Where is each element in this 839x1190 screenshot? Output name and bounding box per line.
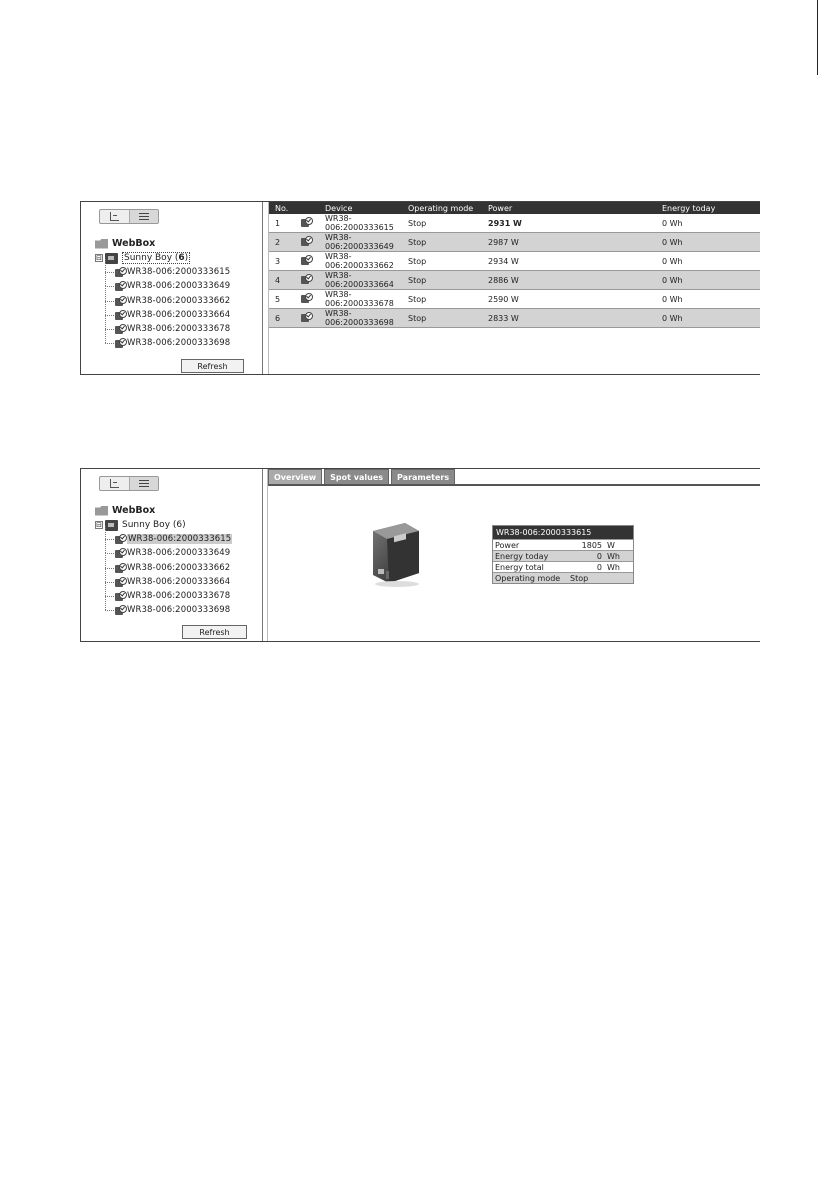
device-id-line1: WR38- xyxy=(325,214,352,223)
info-row xyxy=(493,539,633,550)
tree-device-list xyxy=(95,532,260,617)
device-id-line2: 006:2000333678 xyxy=(325,299,394,308)
inverter-ok-icon xyxy=(301,312,312,322)
header-icon xyxy=(297,202,321,214)
tree-device-label: WR38-006:2000333649 xyxy=(127,548,231,559)
info-unit: Wh xyxy=(607,562,620,572)
inverter-ok-icon xyxy=(115,605,126,615)
tree-device-item[interactable] xyxy=(95,308,260,322)
tree-root-webbox[interactable] xyxy=(95,503,260,518)
device-id-line1: WR38- xyxy=(325,252,352,261)
inverter-ok-icon xyxy=(115,577,126,587)
tree-device-label: WR38-006:2000333615 xyxy=(128,534,232,545)
row-energy-today: 0 Wh xyxy=(658,233,760,252)
row-device xyxy=(321,271,404,290)
row-number: 6 xyxy=(269,309,297,328)
tree-device-label: WR38-006:2000333698 xyxy=(127,338,231,349)
device-id-line1: WR38- xyxy=(325,290,352,299)
list-view-toggle[interactable] xyxy=(130,477,159,490)
tree-device-label: WR38-006:2000333678 xyxy=(127,324,231,335)
row-power: 2590 W xyxy=(484,290,658,309)
tree-device-label: WR38-006:2000333649 xyxy=(127,281,231,292)
info-value: 0 xyxy=(596,562,602,572)
tree-device-list xyxy=(95,265,260,350)
inverter-ok-icon xyxy=(115,324,126,334)
device-id-line2: 006:2000333698 xyxy=(325,318,394,327)
inverter-group-icon xyxy=(105,520,118,531)
row-operating-mode: Stop xyxy=(404,309,484,328)
tree-view-toggle[interactable] xyxy=(100,210,130,223)
info-unit: Wh xyxy=(607,551,620,561)
refresh-button[interactable]: Refresh xyxy=(181,359,244,373)
header-energy-today[interactable]: Energy today xyxy=(658,202,760,214)
header-no[interactable]: No. xyxy=(269,202,297,214)
tree-device-item[interactable] xyxy=(95,279,260,293)
list-view-icon xyxy=(139,480,149,488)
inverter-ok-icon xyxy=(115,591,126,601)
info-value: Stop xyxy=(570,573,589,583)
row-operating-mode: Stop xyxy=(404,214,484,233)
list-view-toggle[interactable] xyxy=(130,210,159,223)
tree-view-toggle[interactable] xyxy=(100,477,130,490)
table-row[interactable] xyxy=(269,252,760,271)
row-operating-mode: Stop xyxy=(404,271,484,290)
row-status-icon xyxy=(297,252,321,271)
row-device xyxy=(321,309,404,328)
tree-device-label: WR38-006:2000333662 xyxy=(127,562,231,573)
row-power: 2931 W xyxy=(484,214,658,233)
inverter-group-icon xyxy=(105,253,118,264)
tree-group-sunny-boy[interactable] xyxy=(95,251,260,265)
device-table-pane xyxy=(268,202,760,374)
header-device[interactable]: Device xyxy=(321,202,404,214)
inverter-ok-icon xyxy=(115,548,126,558)
tree-device-item[interactable] xyxy=(95,336,260,350)
tree-device-item[interactable] xyxy=(95,294,260,308)
device-id-line2: 006:2000333662 xyxy=(325,261,394,270)
device-tree xyxy=(95,236,260,350)
row-status-icon xyxy=(297,290,321,309)
device-tree-pane xyxy=(81,469,263,641)
list-view-icon xyxy=(139,213,149,221)
device-info-table xyxy=(492,525,634,584)
inverter-ok-icon xyxy=(301,274,312,284)
collapse-icon[interactable]: ⊟ xyxy=(96,254,102,263)
device-table-body xyxy=(269,214,760,328)
webbox-detail-panel xyxy=(80,468,760,642)
tree-device-item[interactable] xyxy=(95,561,260,575)
row-device xyxy=(321,290,404,309)
info-value: 1805 xyxy=(581,540,602,550)
inverter-ok-icon xyxy=(115,310,126,320)
table-row[interactable] xyxy=(269,214,760,233)
row-power: 2886 W xyxy=(484,271,658,290)
inverter-ok-icon xyxy=(301,236,312,246)
inverter-ok-icon xyxy=(115,534,126,544)
row-operating-mode: Stop xyxy=(404,233,484,252)
info-title: WR38-006:2000333615 xyxy=(493,526,633,539)
info-key: Energy total xyxy=(495,562,544,572)
inverter-ok-icon xyxy=(115,563,126,573)
tree-root-label: WebBox xyxy=(112,238,156,249)
tree-device-item[interactable] xyxy=(95,265,260,279)
device-id-line2: 006:2000333649 xyxy=(325,242,394,251)
row-status-icon xyxy=(297,309,321,328)
header-power[interactable]: Power xyxy=(484,202,658,214)
tab-overview[interactable]: Overview xyxy=(268,469,322,484)
info-key: Energy today xyxy=(495,551,549,561)
info-row xyxy=(493,550,633,561)
row-device xyxy=(321,214,404,233)
inverter-ok-icon xyxy=(301,217,312,227)
detail-tabbar xyxy=(268,469,760,486)
info-unit: W xyxy=(607,540,615,550)
row-energy-today: 0 Wh xyxy=(658,214,760,233)
tree-root-label: WebBox xyxy=(112,505,156,516)
row-energy-today: 0 Wh xyxy=(658,271,760,290)
device-tree xyxy=(95,503,260,617)
inverter-ok-icon xyxy=(115,296,126,306)
row-energy-today: 0 Wh xyxy=(658,309,760,328)
view-toggle xyxy=(99,476,159,491)
table-row[interactable] xyxy=(269,309,760,328)
info-key: Operating mode xyxy=(495,573,561,583)
device-id-line2: 006:2000333615 xyxy=(325,223,394,232)
collapse-icon[interactable]: ⊟ xyxy=(96,521,102,530)
info-rows xyxy=(493,539,633,583)
tree-device-item[interactable] xyxy=(95,575,260,589)
info-key: Power xyxy=(495,540,520,550)
webbox-list-panel xyxy=(80,201,760,375)
tab-spot-values[interactable]: Spot values xyxy=(324,469,389,484)
tree-group-sunny-boy[interactable] xyxy=(95,518,260,532)
header-operating-mode[interactable]: Operating mode xyxy=(404,202,484,214)
tree-device-label: WR38-006:2000333615 xyxy=(127,267,231,278)
page-edge-line xyxy=(817,0,818,75)
tree-device-item[interactable] xyxy=(95,603,260,617)
device-detail-pane xyxy=(267,469,760,641)
tree-group-label: Sunny Boy (6) xyxy=(122,520,186,531)
row-device xyxy=(321,252,404,271)
tree-device-label: WR38-006:2000333698 xyxy=(127,605,231,616)
inverter-image xyxy=(367,521,422,587)
refresh-button[interactable]: Refresh xyxy=(182,625,247,639)
tree-device-item[interactable] xyxy=(95,532,260,546)
row-status-icon xyxy=(297,271,321,290)
row-device xyxy=(321,233,404,252)
info-value: 0 xyxy=(596,551,602,561)
row-operating-mode: Stop xyxy=(404,252,484,271)
row-number: 1 xyxy=(269,214,297,233)
tree-device-label: WR38-006:2000333662 xyxy=(127,295,231,306)
row-energy-today: 0 Wh xyxy=(658,290,760,309)
tree-group-label: Sunny Boy (6) xyxy=(124,253,189,264)
webbox-folder-icon xyxy=(95,506,108,516)
table-header-row xyxy=(269,202,760,214)
tree-device-item[interactable] xyxy=(95,589,260,603)
tree-view-icon xyxy=(110,479,119,488)
tree-device-label: WR38-006:2000333664 xyxy=(127,309,231,320)
tree-view-icon xyxy=(110,212,119,221)
tab-parameters[interactable]: Parameters xyxy=(391,469,455,484)
table-row[interactable] xyxy=(269,271,760,290)
device-id-line2: 006:2000333664 xyxy=(325,280,394,289)
info-row xyxy=(493,561,633,572)
table-row[interactable] xyxy=(269,233,760,252)
row-status-icon xyxy=(297,214,321,233)
row-power: 2833 W xyxy=(484,309,658,328)
row-power: 2934 W xyxy=(484,252,658,271)
inverter-ok-icon xyxy=(115,338,126,348)
inverter-ok-icon xyxy=(115,281,126,291)
device-id-line1: WR38- xyxy=(325,233,352,242)
tree-device-label: WR38-006:2000333664 xyxy=(127,576,231,587)
tree-device-item[interactable] xyxy=(95,546,260,560)
row-power: 2987 W xyxy=(484,233,658,252)
device-id-line1: WR38- xyxy=(325,271,352,280)
table-row[interactable] xyxy=(269,290,760,309)
row-number: 5 xyxy=(269,290,297,309)
inverter-ok-icon xyxy=(115,267,126,277)
tree-device-label: WR38-006:2000333678 xyxy=(127,591,231,602)
device-table xyxy=(269,202,760,328)
device-id-line1: WR38- xyxy=(325,309,352,318)
info-row xyxy=(493,572,633,583)
row-number: 3 xyxy=(269,252,297,271)
tree-root-webbox[interactable] xyxy=(95,236,260,251)
inverter-ok-icon xyxy=(301,255,312,265)
row-energy-today: 0 Wh xyxy=(658,252,760,271)
view-toggle xyxy=(99,209,159,224)
device-tree-pane xyxy=(81,202,263,374)
row-status-icon xyxy=(297,233,321,252)
row-number: 2 xyxy=(269,233,297,252)
row-operating-mode: Stop xyxy=(404,290,484,309)
tree-device-item[interactable] xyxy=(95,322,260,336)
row-number: 4 xyxy=(269,271,297,290)
inverter-ok-icon xyxy=(301,293,312,303)
webbox-folder-icon xyxy=(95,239,108,249)
